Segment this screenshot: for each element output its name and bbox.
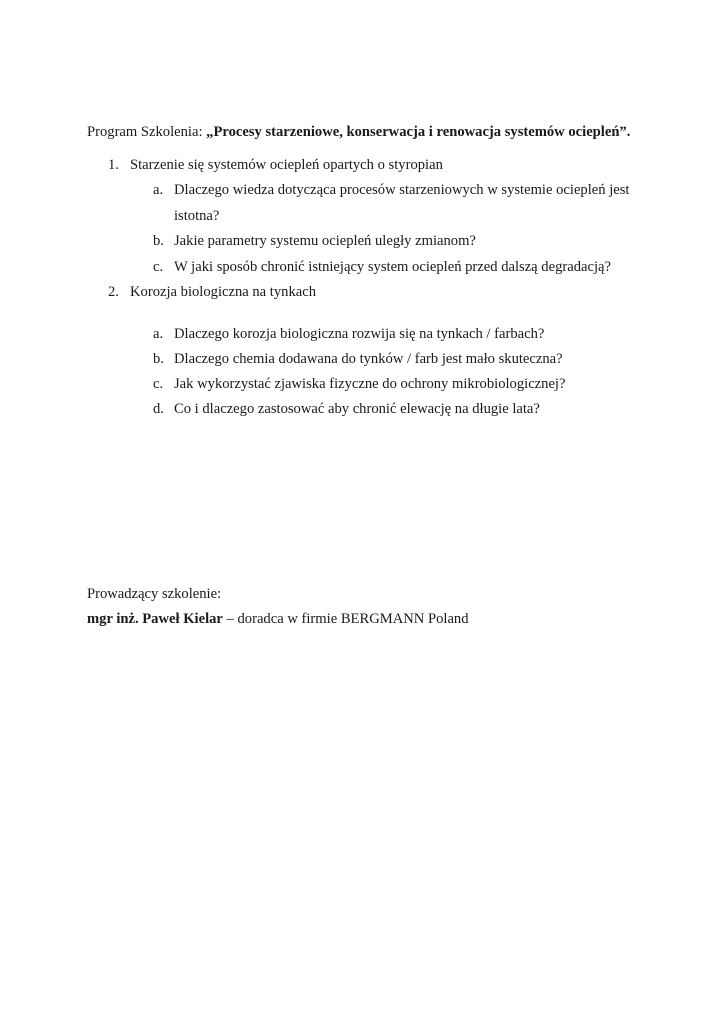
section-1-item-a-line2: istotna? (174, 208, 220, 224)
section-2-item-b-marker: b. (153, 351, 164, 367)
section-1-title: Starzenie się systemów ociepleń opartych o styropian (130, 157, 443, 173)
section-1-item-c-text: W jaki sposób chronić istniejący system ociepleń przed dalszą degradacją? (174, 259, 611, 275)
trainer-heading: Prowadzący szkolenie: (87, 586, 222, 602)
section-1-item-b-marker: b. (153, 233, 164, 249)
section-2-item-d-text: Co i dlaczego zastosować aby chronić elewację na długie lata? (174, 401, 540, 417)
section-1-item-c-marker: c. (153, 259, 164, 275)
program-prefix: Program Szkolenia: (87, 124, 207, 140)
trainer-line (87, 610, 469, 628)
trainer-name: mgr inż. Paweł Kielar (87, 611, 223, 627)
program-title: „Procesy starzeniowe, konserwacja i renowacja systemów ociepleń”. (206, 124, 631, 140)
program-heading (87, 123, 630, 141)
section-1-item-b-text: Jakie parametry systemu ociepleń uległy zmianom? (174, 233, 476, 249)
section-2-item-a-marker: a. (153, 326, 164, 342)
section-2-title: Korozja biologiczna na tynkach (130, 284, 316, 300)
section-1-item-a-marker: a. (153, 182, 164, 198)
section-2-item-c-marker: c. (153, 376, 164, 392)
section-2-item-d-marker: d. (153, 401, 164, 417)
section-2-item-c-text: Jak wykorzystać zjawiska fizyczne do ochrony mikrobiologicznej? (174, 376, 566, 392)
section-1-number: 1. (108, 157, 119, 173)
section-2-number: 2. (108, 284, 119, 300)
trainer-role: – doradca w firmie BERGMANN Poland (222, 611, 469, 627)
section-2-item-b-text: Dlaczego chemia dodawana do tynków / farb jest mało skuteczna? (174, 351, 563, 367)
section-2-item-a-text: Dlaczego korozja biologiczna rozwija się na tynkach / farbach? (174, 326, 545, 342)
section-1-item-a-line1: Dlaczego wiedza dotycząca procesów starzeniowych w systemie ociepleń jest (174, 182, 630, 198)
